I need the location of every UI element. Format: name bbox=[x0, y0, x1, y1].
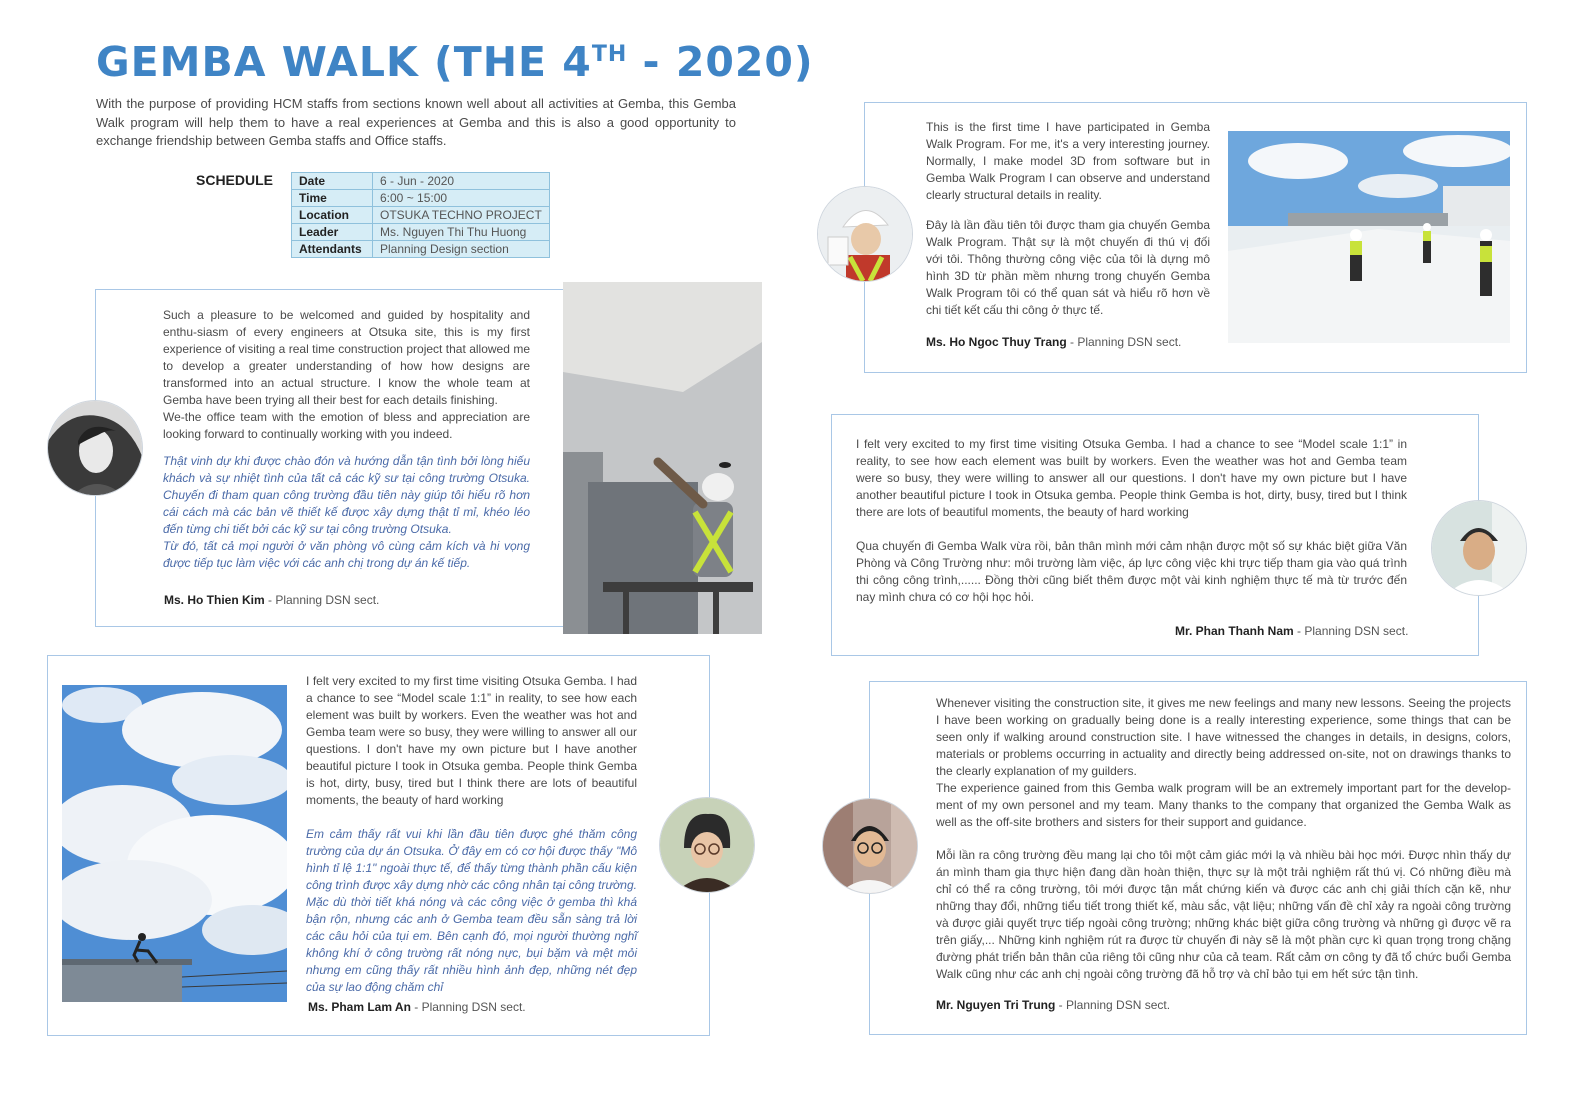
table-row: Attendants Planning Design section bbox=[292, 241, 550, 258]
schedule-label: SCHEDULE bbox=[196, 172, 274, 188]
signature-nam: Mr. Phan Thanh Nam - Planning DSN sect. bbox=[1175, 624, 1409, 638]
signature-trung: Mr. Nguyen Tri Trung - Planning DSN sect. bbox=[936, 998, 1171, 1012]
signature-an: Ms. Pham Lam An - Planning DSN sect. bbox=[308, 1000, 526, 1014]
table-row: Date 6 - Jun - 2020 bbox=[292, 173, 550, 190]
avatar-trang bbox=[817, 186, 913, 282]
testimonial-text-kim: Such a pleasure to be welcomed and guided by hospitality and enthu-siasm of every engineers at Otsuka site, this is my first experience of visiting a real time construction project that allowed me to develop a greater understanding of how how designs are transformed into an actual structure. I know the whole team at Gemba have been trying all their best for each details finishing. We-the office team with the emotion of bless and appreciation are looking forward to continually working with you indeed. Thật vinh dự khi được chào đón và hướng dẫn tận tình bởi lòng hiếu khách và sự nhiệt tình của tất cả các kỹ sư tại công trường Otsuka. Chuyến đi tham quan công trường đầu tiên này giúp tôi hiểu rõ hơn cái cách mà các bản vẽ thiết kế được xây dựng thật tỉ mỉ, khéo léo đến từng chi tiết bởi các kỹ sư tại công trường Otsuka. Từ đó, tất cả mọi người ở văn phòng vô cùng cảm kích và hi vọng được tiếp tục làm việc với các anh chị trong dự án kế tiếp. bbox=[163, 308, 530, 570]
testimonial-text-an: I felt very excited to my first time visiting Otsuka Gemba. I had a chance to see “Model scale 1:1” in reality, to see how each element was built by workers. Even the weather was hot and Gemba team were so busy, they were willing to answer all our questions. I don't have my own picture but I have another beautiful picture I took in Otsuka gemba. People think Gemba is hot, dirty, busy, tired but I think there are lots of beautiful moments, the beauty of hard working Em cảm thấy rất vui khi lần đầu tiên được ghé thăm công trường của dự án Otsuka. Ở đây em có cơ hội được thấy "Mô hình tỉ lệ 1:1" ngoài thực tế, để thấy từng thành phần cấu kiện công trình được xây dựng nhờ các công nhân tại công trường. Mặc dù thời tiết khá nóng và các công việc ở gemba thì khá bận rộn, nhưng các anh ở Gemba team đều sẵn sàng trả lời các câu hỏi của tụi em. Bên cạnh đó, mọi người thường nghĩ không khí ở công trường rất nóng nực, bụi bặm và mệt mỏi nhưng em cũng thấy rất nhiều hình ảnh đẹp, những nét đẹp của sự lao động chăm chỉ bbox=[306, 674, 637, 994]
table-row: Time 6:00 ~ 15:00 bbox=[292, 190, 550, 207]
worker-ceiling-photo bbox=[563, 282, 762, 634]
signature-trang: Ms. Ho Ngoc Thuy Trang - Planning DSN sect. bbox=[926, 335, 1182, 349]
avatar-nam bbox=[1431, 500, 1527, 596]
signature-kim: Ms. Ho Thien Kim - Planning DSN sect. bbox=[164, 593, 380, 607]
schedule-table bbox=[291, 172, 550, 258]
avatar-kim bbox=[47, 400, 143, 496]
testimonial-text-trung: Whenever visiting the construction site, it gives me new feelings and many new lessons. Seeing the projects I have been working on gradually being done is a really interesting experience, some things that can be seen only if walking around construction site. I have witnessed the changes in details, in designs, colors, materials or problems occurring in actuality and directly being addressed on-site, not on drawings thanks to the clearly explanation of my guilders. The experience gained from this Gemba walk program will be an extremely important part for the develop-ment of my own personel and my team. Many thanks to the company that organized the Gemba Walk as well as the off-site brothers and sisters for their support and guidance. Mỗi lần ra công trường đều mang lại cho tôi một cảm giác mới lạ và nhiều bài học mới. Được nhìn thấy dự án mình tham gia thực hiện đang dần hoàn thiện, thực sự là một trải nghiệm rất thú vị. Có những điều mà chỉ có thể ra công trường, tôi mới được tận mắt chứng kiến và được các anh chị giải thích cặn kẽ, như những thay đổi, những tiểu tiết trong thiết kế, màu sắc, vật liệu; những vấn đề chỉ xảy ra ngoài công trường và được giải quyết trực tiếp ngoài công trường; những khác biệt giữa công trường và những gì được vẽ ra trên giấy,... Những kinh nghiệm rút ra được từ chuyến đi này sẽ là một phần cực kì quan trọng trong chặng đường phát triển bản thân của riêng tôi cũng như của cả team. Rất cảm ơn công ty đã tổ chức buổi Gemba Walk cũng như các anh chị ngoài công trường đã hỗ trợ và chỉ bảo tụi em hết sức tận tình. bbox=[936, 696, 1511, 981]
intro-paragraph: With the purpose of providing HCM staffs from sections known well about all activities at Gemba, this Gemba Walk program will help them to have a real experiences at Gemba and this is also a good opportunity to exchange friendship between Gemba staffs and Office staffs. bbox=[96, 96, 736, 148]
avatar-an bbox=[659, 797, 755, 893]
testimonial-text-nam: I felt very excited to my first time visiting Otsuka Gemba. I had a chance to see “Model scale 1:1” in reality, to see how each element was built by workers. Even the weather was hot and Gemba team were so busy, they were willing to answer all our questions. I don't have my own picture but I have another beautiful picture I took in Otsuka gemba. People think Gemba is hot, dirty, busy, tired but I think there are lots of beautiful moments, the beauty of hard working Qua chuyến đi Gemba Walk vừa rồi, bản thân mình mới cảm nhận được một số sự khác biệt giữa Văn Phòng và Công Trường như: môi trường làm việc, áp lực công việc khi trực tiếp tham gia vào quá trình thi công công trình,...... Đồng thời cũng biết thêm được một vài kinh nghiệm thực tế mà từ trước đến nay mình chưa có cơ hội học hỏi. bbox=[856, 437, 1407, 604]
avatar-trung bbox=[822, 798, 918, 894]
table-row: Leader Ms. Nguyen Thi Thu Huong bbox=[292, 224, 550, 241]
rooftop-workers-photo bbox=[1228, 131, 1510, 343]
testimonial-text-trang: This is the first time I have participated in Gemba Walk Program. For me, it's a very interesting journey. Normally, I make model 3D from software but in Gemba Walk Program I can observe and understand clearly structural details in reality. Đây là lần đầu tiên tôi được tham gia chuyến Gemba Walk Program. Thật sự là một chuyến đi thú vị đối với tôi. Thông thường công việc của tôi là dựng mô hình 3D từ phần mềm nhưng trong chuyến Gemba Walk Program tôi có thể quan sát và hiểu rõ hơn về chi tiết kết cấu thi công ở thực tế. bbox=[926, 120, 1210, 317]
sky-worker-photo bbox=[62, 685, 287, 1002]
page-title: GEMBA WALK (THE 4TH - 2020) bbox=[96, 38, 814, 86]
table-row: Location OTSUKA TECHNO PROJECT bbox=[292, 207, 550, 224]
